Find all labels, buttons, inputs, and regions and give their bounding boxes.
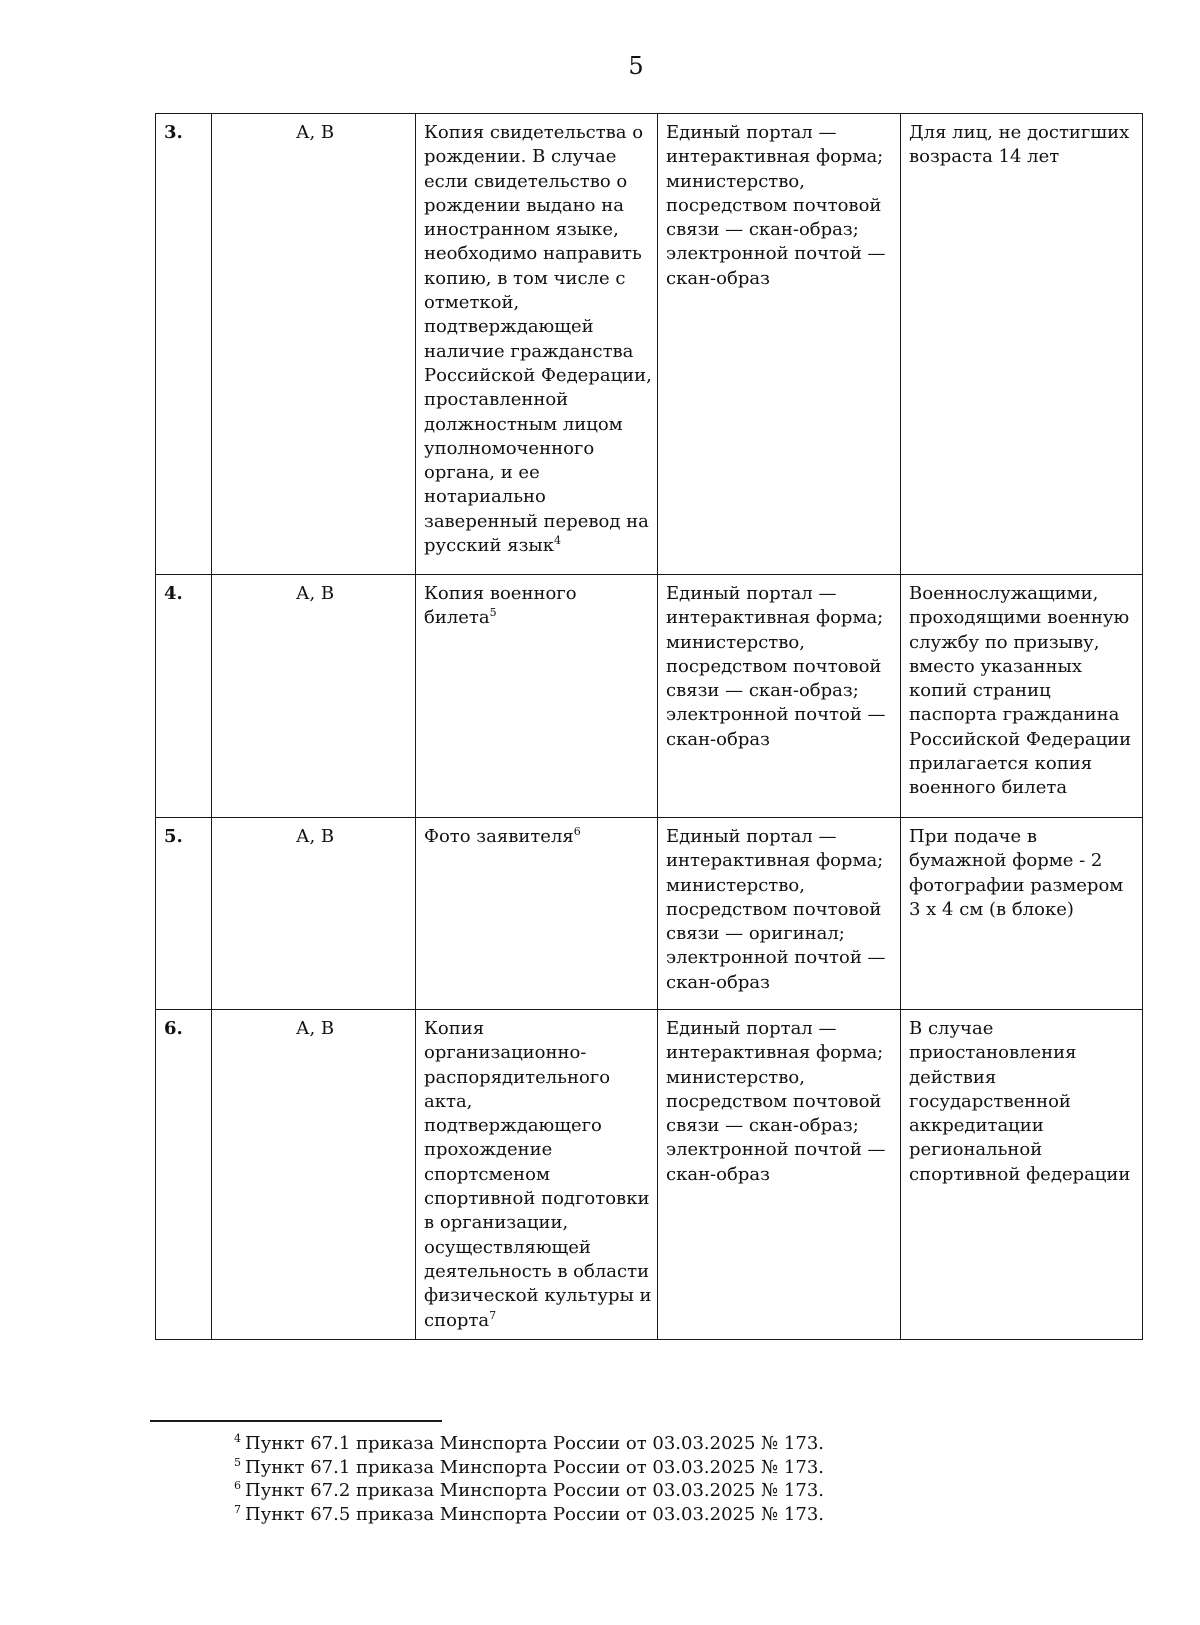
row-note: Для лиц, не достигших возраста 14 лет — [901, 114, 1143, 575]
applicant-category: А, В — [212, 1010, 416, 1340]
footnotes — [234, 1432, 824, 1526]
footnote — [234, 1432, 824, 1456]
table-row — [156, 575, 1143, 818]
document-cell — [416, 1010, 658, 1340]
footnote-number: 5 — [234, 1455, 241, 1469]
row-note: При подаче в бумажной форме - 2 фотографии размером 3 х 4 см (в блоке) — [901, 818, 1143, 1010]
documents-table — [155, 113, 1143, 1340]
table-row — [156, 818, 1143, 1010]
footnote-reference: 7 — [489, 1308, 497, 1322]
applicant-category: А, В — [212, 114, 416, 575]
footnote-separator — [150, 1420, 442, 1422]
footnote-text: Пункт 67.2 приказа Минспорта России от 03.03.2025 № 173. — [245, 1480, 825, 1501]
table-row — [156, 1010, 1143, 1340]
document-cell — [416, 575, 658, 818]
footnote-reference: 4 — [554, 534, 561, 548]
applicant-category: А, В — [212, 575, 416, 818]
submission-method: Единый портал — интерактивная форма; министерство, посредством почтовой связи — скан-образ; электронной почтой — скан-образ — [658, 1010, 901, 1340]
footnote-text: Пункт 67.1 приказа Минспорта России от 03.03.2025 № 173. — [245, 1456, 825, 1478]
table-row — [156, 114, 1143, 575]
document-name: Копия организационно-распорядительного акта, подтверждающего прохождение спортсменом спортивной подготовки в организации, осуществляющей деятельность в области физической культуры и спорта — [424, 1018, 652, 1331]
row-number: 3. — [156, 114, 212, 575]
footnote-text: Пункт 67.1 приказа Минспорта России от 03.03.2025 № 173. — [245, 1433, 825, 1454]
submission-method: Единый портал — интерактивная форма; министерство, посредством почтовой связи — оригинал; электронной почтой — скан-образ — [658, 818, 901, 1010]
footnote — [234, 1456, 824, 1480]
footnote-reference: 6 — [573, 825, 581, 838]
footnote — [234, 1479, 824, 1503]
row-note: В случае приостановления действия государственной аккредитации региональной спортивной федерации — [901, 1010, 1143, 1340]
applicant-category: А, В — [212, 818, 416, 1010]
document-name: Копия военного билета — [424, 583, 577, 629]
footnote-number: 6 — [234, 1479, 241, 1492]
page-number: 5 — [628, 52, 644, 80]
footnote — [234, 1503, 824, 1527]
document-name: Копия свидетельства о рождении. В случае если свидетельство о рождении выдано на иностранном языке, необходимо направить копию, в том числе с отметкой, подтверждающей наличие гражданства Российской Федерации, проставленной должностным лицом уполномоченного органа, и ее нотариально заверенный перевод на русский язык — [424, 122, 652, 557]
footnote-number: 4 — [234, 1432, 241, 1445]
row-number: 5. — [156, 818, 212, 1010]
row-note: Военнослужащими, проходящими военную службу по призыву, вместо указанных копий страниц паспорта гражданина Российской Федерации прилагается копия военного билета — [901, 575, 1143, 818]
submission-method: Единый портал — интерактивная форма; министерство, посредством почтовой связи — скан-образ; электронной почтой — скан-образ — [658, 575, 901, 818]
submission-method: Единый портал — интерактивная форма; министерство, посредством почтовой связи — скан-образ; электронной почтой — скан-образ — [658, 114, 901, 575]
row-number: 6. — [156, 1010, 212, 1340]
footnote-reference: 5 — [489, 606, 497, 620]
footnote-text: Пункт 67.5 приказа Минспорта России от 03.03.2025 № 173. — [245, 1503, 825, 1525]
document-cell — [416, 818, 658, 1010]
document-name: Фото заявителя — [424, 826, 574, 847]
row-number: 4. — [156, 575, 212, 818]
document-cell — [416, 114, 658, 575]
footnote-number: 7 — [234, 1502, 241, 1516]
